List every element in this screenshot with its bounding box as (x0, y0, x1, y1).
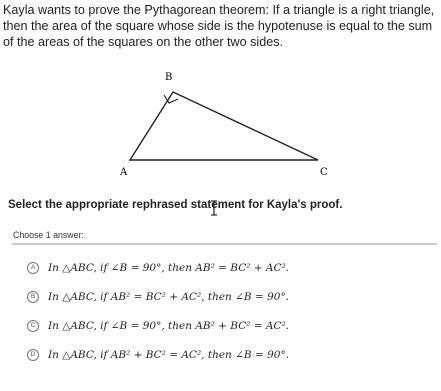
option-text: In △ABC, if AB² = BC² + AC², then ∠B = 90°. (48, 290, 290, 303)
option-text: In △ABC, if AB² + BC² = AC², then ∠B = 90°. (48, 348, 290, 361)
answer-option-a[interactable] (27, 253, 437, 282)
instruction-text: Select the appropriate rephrased statement for Kayla's proof. (8, 199, 343, 211)
vertex-label-b: B (165, 72, 173, 83)
radio-icon[interactable]: A (27, 262, 39, 274)
vertex-label-c: C (320, 167, 328, 178)
answer-options (27, 253, 437, 369)
option-text: In △ABC, if ∠B = 90°, then AB² + BC² = AC². (48, 319, 290, 332)
divider (12, 243, 437, 245)
question-text: Kayla wants to prove the Pythagorean theorem: If a triangle is a right triangle, then the area of the square whose side is the hypotenuse is equal to the sum of the areas of the squares on the other two sides. (3, 3, 435, 49)
radio-icon[interactable]: D (27, 349, 39, 361)
radio-icon[interactable]: B (27, 291, 39, 303)
answer-option-d[interactable] (27, 340, 437, 369)
answer-option-b[interactable] (27, 282, 437, 311)
text-cursor-icon (208, 200, 220, 216)
vertex-label-a: A (120, 167, 128, 178)
radio-icon[interactable]: C (27, 320, 39, 332)
right-triangle-figure (108, 68, 340, 184)
triangle-shape (130, 92, 318, 160)
option-text: In △ABC, if ∠B = 90°, then AB² = BC² + AC². (48, 261, 290, 274)
answer-option-c[interactable] (27, 311, 437, 340)
choose-label: Choose 1 answer: (13, 230, 84, 240)
